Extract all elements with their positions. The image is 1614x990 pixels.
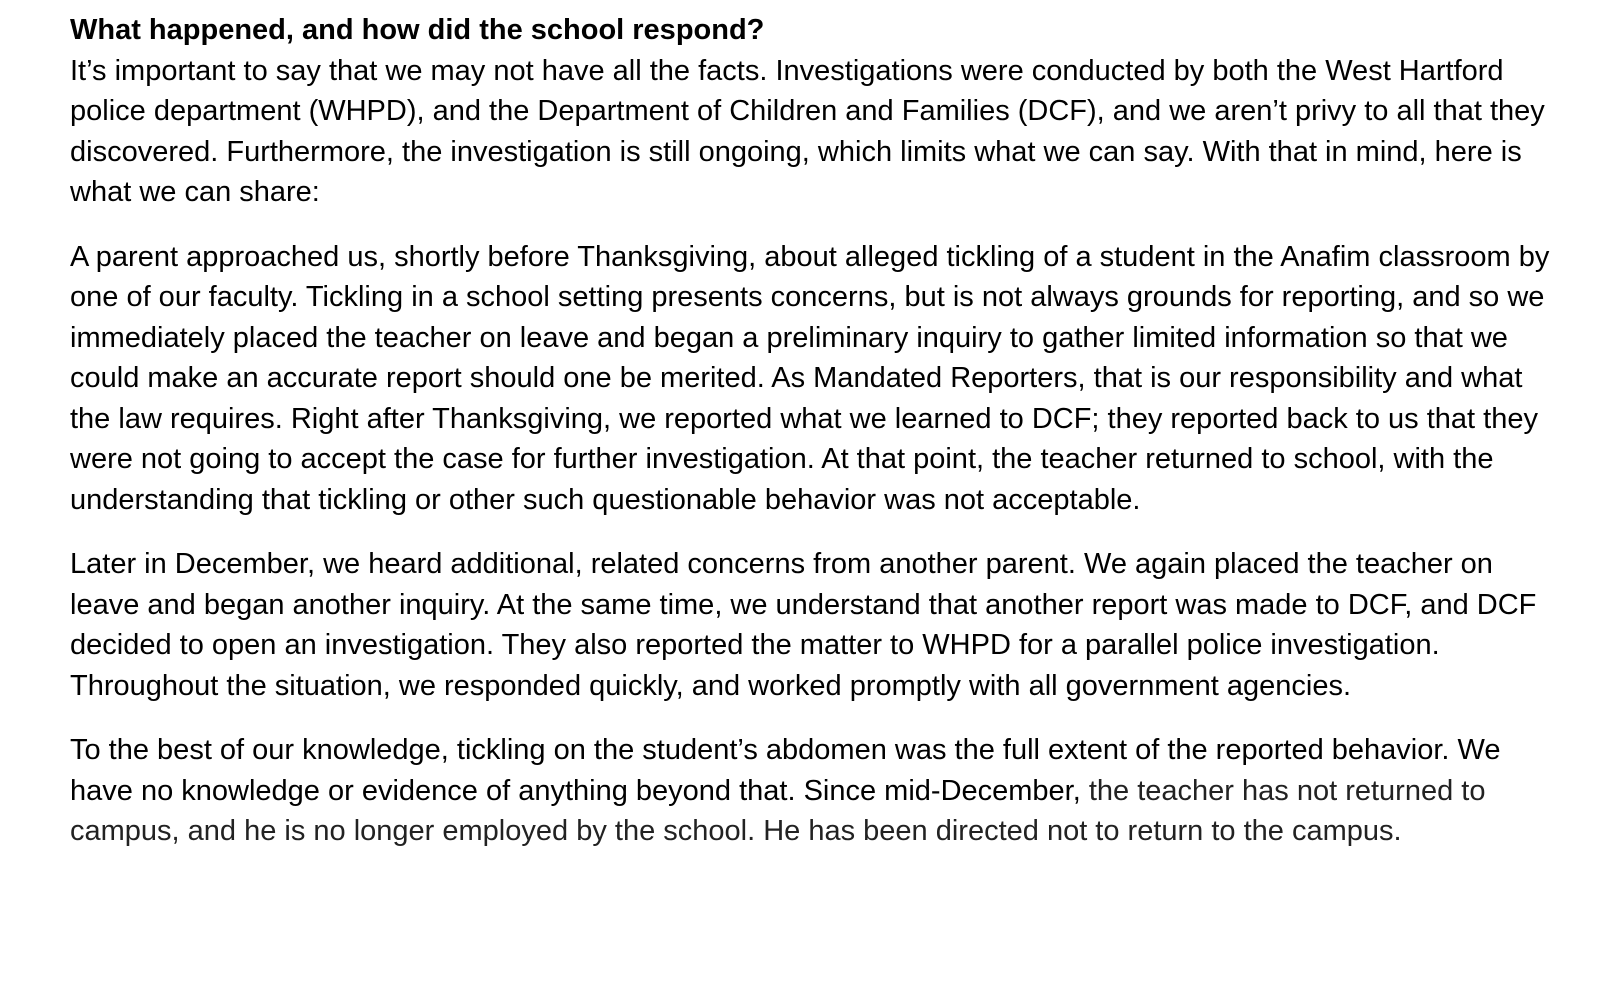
paragraph-second-report: Later in December, we heard additional, related concerns from another parent. We again placed the teacher on leave and began another inquiry. At the same time, we understand that another report was made to DCF, and DCF decided to open an investigation. They also reported the matter to WHPD for a parallel police investigation. Throughout the situation, we responded quickly, and worked promptly with all government agencies.: [70, 548, 1537, 702]
section-heading: What happened, and how did the school respond?: [70, 14, 765, 46]
paragraph-conclusion: [70, 730, 1560, 852]
conclusion-part-1: To the best of our knowledge, tickling on the student’s abdomen was the full extent of the reported behavior. We have no knowledge or evidence of anything beyond that. Since mid-December,: [70, 734, 1501, 807]
document-body: [70, 10, 1560, 852]
paragraph-intro: It’s important to say that we may not have all the facts. Investigations were conducted by both the West Hartford police department (WHPD), and the Department of Children and Families (DCF), and we aren’t privy to all that they discovered. Furthermore, the investigation is still ongoing, which limits what we can say. With that in mind, here is what we can share:: [70, 54, 1545, 208]
conclusion-part-2: the teacher has not returned to campus, and he is no longer employed by the school. He has been directed not to return to the campus.: [70, 774, 1486, 847]
paragraph-first-report: A parent approached us, shortly before Thanksgiving, about alleged tickling of a student in the Anafim classroom by one of our faculty. Tickling in a school setting presents concerns, but is not always grounds for reporting, and so we immediately placed the teacher on leave and began a preliminary inquiry to gather limited information so that we could make an accurate report should one be merited. As Mandated Reporters, that is our responsibility and what the law requires. Right after Thanksgiving, we reported what we learned to DCF; they reported back to us that they were not going to accept the case for further investigation. At that point, the teacher returned to school, with the understanding that tickling or other such questionable behavior was not acceptable.: [70, 240, 1550, 516]
